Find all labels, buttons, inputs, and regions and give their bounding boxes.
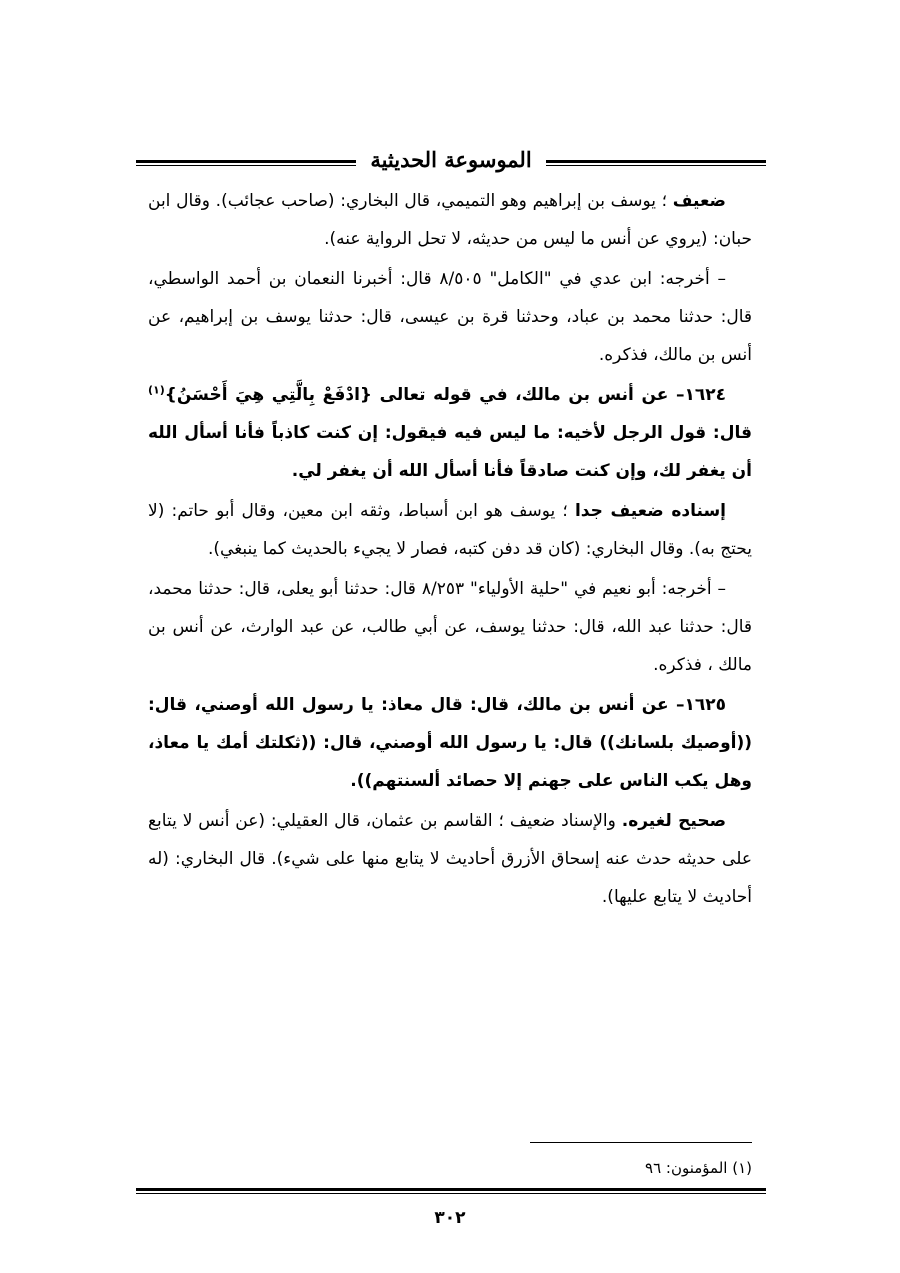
paragraph-5 [148,570,752,684]
hadith-1624 [148,376,752,490]
paragraph-1 [148,182,752,258]
grading-label: ضعيف [672,191,726,211]
paragraph-4 [148,492,752,568]
footnote-marker: (١) [148,383,165,397]
paragraph-text: – أخرجه: ابن عدي في "الكامل" ٨/٥٠٥ قال: أخبرنا النعمان بن أحمد الواسطي، قال: حدثنا محمد بن عباد، وحدثنا قرة بن عيسى، قال: حدثنا يوسف بن إبراهيم، عن أنس بن مالك، فذكره. [148,269,752,365]
page-number: ٣٠٢ [434,1208,466,1228]
paragraph-text: والإسناد ضعيف ؛ القاسم بن عثمان، قال العقيلي: (عن أنس لا يتابع على حديثه حدث عنه إسحاق الأزرق أحاديث لا يتابع منها على شيء). قال البخاري: (له أحاديث لا يتابع عليها). [148,811,752,907]
hadith-text: ١٦٢٥– عن أنس بن مالك، قال: قال معاذ: يا رسول الله أوصني، قال: ((أوصيك بلسانك)) قال: يا رسول الله أوصني، قال: ((ثكلتك أمك يا معاذ، وهل يكب الناس على جهنم إلا حصائد ألسنتهم)). [148,695,752,791]
paragraph-2 [148,260,752,374]
footnote: (١) المؤمنون: ٩٦ [645,1159,752,1177]
hadith-text-tail: قال: قول الرجل لأخيه: ما ليس فيه فيقول: إن كنت كاذباً فأنا أسأل الله أن يغفر لك، وإن كنت صادقاً فأنا أسأل الله أن يغفر لي. [148,423,752,481]
body-text [148,182,752,918]
footer-rule [136,1188,766,1194]
grading-label: صحيح لغيره. [621,811,726,831]
paragraph-text: ؛ يوسف هو ابن أسباط، وثقه ابن معين، وقال أبو حاتم: (لا يحتج به). وقال البخاري: (كان قد دفن كتبه، فصار لا يجيء بالحديث كما ينبغي). [148,501,752,559]
footnote-rule [530,1142,752,1143]
grading-label: إسناده ضعيف جدا [574,501,726,521]
header-title: الموسوعة الحديثية [356,143,545,177]
hadith-1625 [148,686,752,800]
paragraph-text: ؛ يوسف بن إبراهيم وهو التميمي، قال البخاري: (صاحب عجائب). وقال ابن حبان: (يروي عن أنس ما ليس من حديثه، لا تحل الرواية عنه). [148,191,752,249]
paragraph-text: – أخرجه: أبو نعيم في "حلية الأولياء" ٨/٢٥٣ قال: حدثنا أبو يعلى، قال: حدثنا محمد، قال: حدثنا عبد الله، قال: حدثنا يوسف، عن أبي طالب، عن عبد الوارث، عن أنس بن مالك ، فذكره. [148,579,752,675]
hadith-text: ١٦٢٤– عن أنس بن مالك، في قوله تعالى {ادْفَعْ بِالَّتِي هِيَ أَحْسَنُ} [164,385,726,405]
page-header [136,140,766,180]
paragraph-7 [148,802,752,916]
